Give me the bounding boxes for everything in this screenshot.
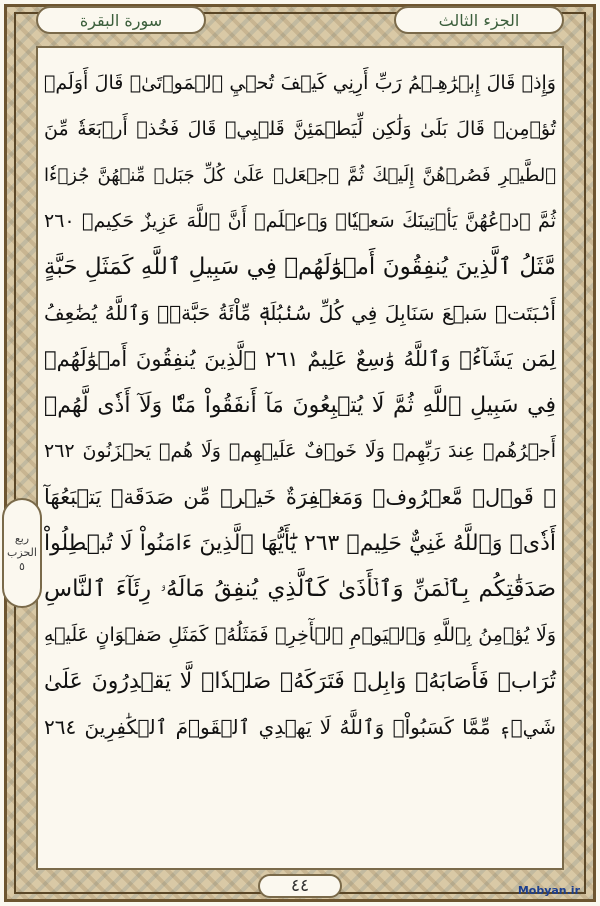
verse-line: تُؤۡمِنۖ قَالَ بَلَىٰ وَلَٰكِن لِّيَطۡمَئِنَّ قَلۡبِيۖ قَالَ فَخُذۡ أَرۡبَعَةٗ مِّنَ bbox=[44, 118, 556, 140]
verse-line: ثُمَّ ٱدۡعُهُنَّ يَأۡتِينَكَ سَعۡيٗاۚ وَٱعۡلَمۡ أَنَّ ٱللَّهَ عَزِيزٌ حَكِيمٞ ٢٦٠ bbox=[44, 210, 556, 232]
verse-line: أَذٗىۗ وَٱللَّهُ غَنِيٌّ حَلِيمٞ ٢٦٣ يَٰٓأَيُّهَا ٱلَّذِينَ ءَامَنُواْ لَا تُبۡطِلُواْ bbox=[44, 530, 556, 556]
verse-line: أَنۢبَتَتۡ سَبۡعَ سَنَابِلَ فِي كُلِّ سُنۢبُلَةٖ مِّاْئَةُ حَبَّةٖۗ وَٱللَّهُ يُضَٰعِفُ bbox=[44, 301, 556, 325]
verse-line: تُرَابٞ فَأَصَابَهُۥ وَابِلٞ فَتَرَكَهُۥ صَلۡدٗاۖ لَّا يَقۡدِرُونَ عَلَىٰ bbox=[44, 668, 556, 694]
verse-line: أَجۡرُهُمۡ عِندَ رَبِّهِمۡ وَلَا خَوۡفٌ عَلَيۡهِمۡ وَلَا هُمۡ يَحۡزَنُونَ ٢٦٢ bbox=[44, 440, 556, 462]
verse-line: مَّثَلُ ٱلَّذِينَ يُنفِقُونَ أَمۡوَٰلَهُمۡ فِي سَبِيلِ ٱللَّهِ كَمَثَلِ حَبَّةٍ bbox=[44, 254, 556, 280]
hizb-marker-line2: الحزب bbox=[7, 546, 37, 559]
verse-line: وَلَا يُؤۡمِنُ بِٱللَّهِ وَٱلۡيَوۡمِ ٱلۡأٓخِرِۖ فَمَثَلُهُۥ كَمَثَلِ صَفۡوَانٍ عَلَيۡهِ bbox=[44, 624, 556, 646]
watermark: Mobyan.ir bbox=[517, 884, 580, 897]
verse-lines bbox=[44, 60, 556, 750]
page-number: ٤٤ bbox=[258, 874, 342, 898]
verse-line: فِي سَبِيلِ ٱللَّهِ ثُمَّ لَا يُتۡبِعُونَ مَآ أَنفَقُواْ مَنّٗا وَلَآ أَذٗى لَّهُمۡ bbox=[44, 392, 556, 418]
verse-line: وَإِذۡ قَالَ إِبۡرَٰهِـۧمُ رَبِّ أَرِنِي كَيۡفَ تُحۡيِ ٱلۡمَوۡتَىٰۖ قَالَ أَوَلَمۡ bbox=[44, 72, 556, 94]
verse-line: صَدَقَٰتِكُم بِٱلۡمَنِّ وَٱلۡأَذَىٰ كَٱلَّذِي يُنفِقُ مَالَهُۥ رِئَآءَ ٱلنَّاسِ bbox=[44, 576, 556, 602]
surah-label: سورة البقرة bbox=[36, 6, 206, 34]
verse-line: شَيۡءٖ مِّمَّا كَسَبُواْۗ وَٱللَّهُ لَا يَهۡدِي ٱلۡقَوۡمَ ٱلۡكَٰفِرِينَ ٢٦٤ bbox=[44, 715, 556, 739]
hizb-marker-line3: ٥ bbox=[19, 560, 25, 573]
hizb-marker-line1: ربع bbox=[14, 532, 30, 545]
juz-label: الجزء الثالث bbox=[394, 6, 564, 34]
verse-line: ۞ قَوۡلٞ مَّعۡرُوفٞ وَمَغۡفِرَةٌ خَيۡرٞ مِّن صَدَقَةٖ يَتۡبَعُهَآ bbox=[44, 485, 556, 509]
hizb-marker bbox=[2, 498, 42, 608]
verse-line: لِمَن يَشَآءُۚ وَٱللَّهُ وَٰسِعٌ عَلِيمٌ ٢٦١ ٱلَّذِينَ يُنفِقُونَ أَمۡوَٰلَهُمۡ bbox=[44, 347, 556, 371]
verse-line: ٱلطَّيۡرِ فَصُرۡهُنَّ إِلَيۡكَ ثُمَّ ٱجۡعَلۡ عَلَىٰ كُلِّ جَبَلٖ مِّنۡهُنَّ جُزۡءٗا bbox=[44, 164, 556, 186]
